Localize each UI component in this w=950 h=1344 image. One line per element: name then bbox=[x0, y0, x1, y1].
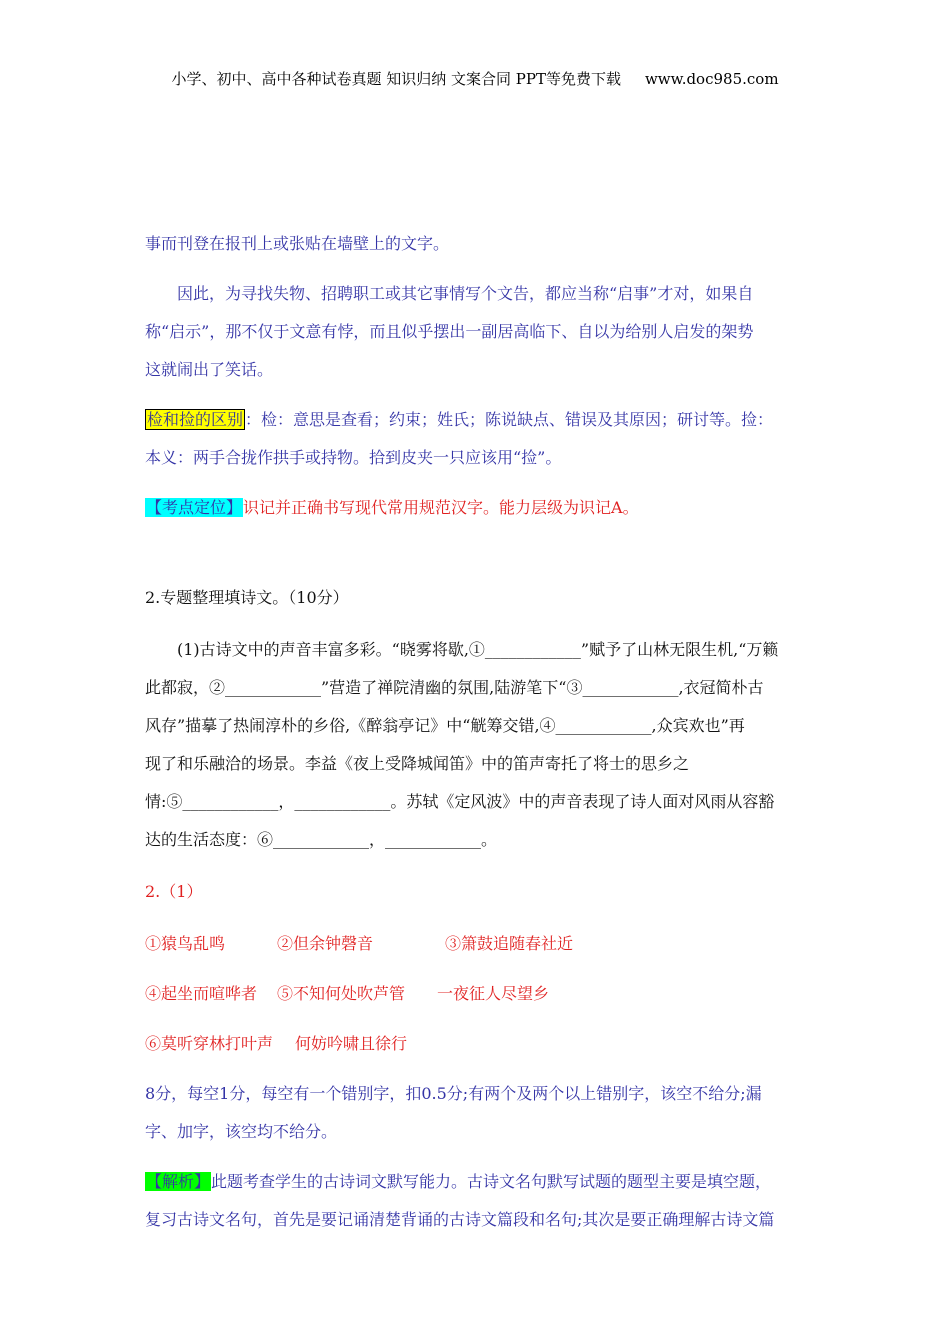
answers-row-3 bbox=[145, 1025, 810, 1063]
answer-6: ⑥莫听穿林打叶声 bbox=[145, 1034, 274, 1053]
scoring-line-2: 字、加字，该空均不给分。 bbox=[145, 1122, 338, 1141]
answer-4: ④起坐而喧哗者 bbox=[145, 984, 258, 1003]
jiexi-line-2: 复习古诗文名句，首先是要记诵清楚背诵的古诗文篇段和名句;其次是要正确理解古诗文篇 bbox=[145, 1210, 775, 1229]
header-text: 小学、初中、高中各种试卷真题 知识归纳 文案合同 PPT等免费下载 bbox=[171, 70, 621, 88]
header-url[interactable]: www.doc985.com bbox=[644, 70, 779, 88]
para-2-line-3: 这就闹出了笑话。 bbox=[145, 360, 274, 379]
scoring-line-1: 8分，每空1分，每空有一个错别字，扣0.5分;有两个及两个以上错别字，该空不给分;漏 bbox=[145, 1084, 762, 1103]
question-line-6: 达的生活态度：⑥____________，____________。 bbox=[145, 830, 498, 849]
para-2 bbox=[145, 275, 810, 389]
question-line-3: 风存”描摹了热闹淳朴的乡俗,《醉翁亭记》中“觥筹交错,④____________,众宾欢也”再 bbox=[145, 716, 745, 735]
question-line-1: (1)古诗文中的声音丰富多彩。“晓雾将歇,①____________”赋予了山林无限生机,“万籁 bbox=[177, 640, 779, 659]
answer-1: ①猿鸟乱鸣 bbox=[145, 934, 226, 953]
question-line-4: 现了和乐融洽的场景。李益《夜上受降城闻笛》中的笛声寄托了将士的思乡之 bbox=[145, 754, 690, 773]
para-3-line-1-text: ：检：意思是查看；约束；姓氏；陈说缺点、错误及其原因；研讨等。捡： bbox=[245, 410, 774, 429]
jiexi-line-1-text: 此题考查学生的古诗词文默写能力。古诗文名句默写试题的题型主要是填空题， bbox=[211, 1172, 772, 1191]
jiexi-label: 【解析】 bbox=[146, 1172, 211, 1191]
answers-row-1 bbox=[145, 925, 810, 963]
answer-6b: 何妨吟啸且徐行 bbox=[295, 1034, 408, 1053]
para-2-line-2: 称“启示”，那不仅于文意有悖，而且似乎摆出一副居高临下、自以为给别人启发的架势 bbox=[145, 322, 754, 341]
scoring-note bbox=[145, 1075, 810, 1151]
answers-row-2 bbox=[145, 975, 810, 1013]
answer-5: ⑤不知何处吹芦管 bbox=[277, 984, 406, 1003]
question-line-5: 情:⑤____________，____________。苏轼《定风波》中的声音表现了诗人面对风雨从容豁 bbox=[145, 792, 775, 811]
answer-5b: 一夜征人尽望乡 bbox=[437, 984, 550, 1003]
question-line-2: 此都寂，②____________”营造了禅院清幽的氛围,陆游笔下“③____________,衣冠简朴古 bbox=[145, 678, 764, 697]
highlight-label-jian: 检和捡的区别 bbox=[147, 410, 244, 429]
question-body bbox=[145, 631, 810, 859]
para-2-line-1: 因此，为寻找失物、招聘职工或其它事情写个文告，都应当称“启事”才对，如果自 bbox=[177, 284, 754, 303]
para-3-line-2: 本义：两手合拢作拱手或持物。拾到皮夹一只应该用“捡”。 bbox=[145, 448, 562, 467]
jiexi-line-1 bbox=[145, 1163, 810, 1201]
answers-title: 2.（1） bbox=[145, 882, 203, 901]
kaodian-text: 识记并正确书写现代常用规范汉字。能力层级为识记A。 bbox=[243, 498, 639, 517]
kaodian-label: 【考点定位】 bbox=[146, 498, 243, 517]
document-body bbox=[145, 225, 810, 1239]
page-header bbox=[0, 68, 950, 89]
para-1: 事而刊登在报刊上或张贴在墙壁上的文字。 bbox=[145, 234, 450, 253]
para-3-line-1 bbox=[145, 401, 810, 439]
question-title: 2.专题整理填诗文。（10分） bbox=[145, 588, 349, 607]
answer-2: ②但余钟磬音 bbox=[277, 934, 374, 953]
kaodian-line bbox=[145, 489, 810, 527]
jiexi-section bbox=[145, 1163, 810, 1239]
answer-3: ③箫鼓追随春社近 bbox=[445, 934, 574, 953]
para-3 bbox=[145, 401, 810, 477]
